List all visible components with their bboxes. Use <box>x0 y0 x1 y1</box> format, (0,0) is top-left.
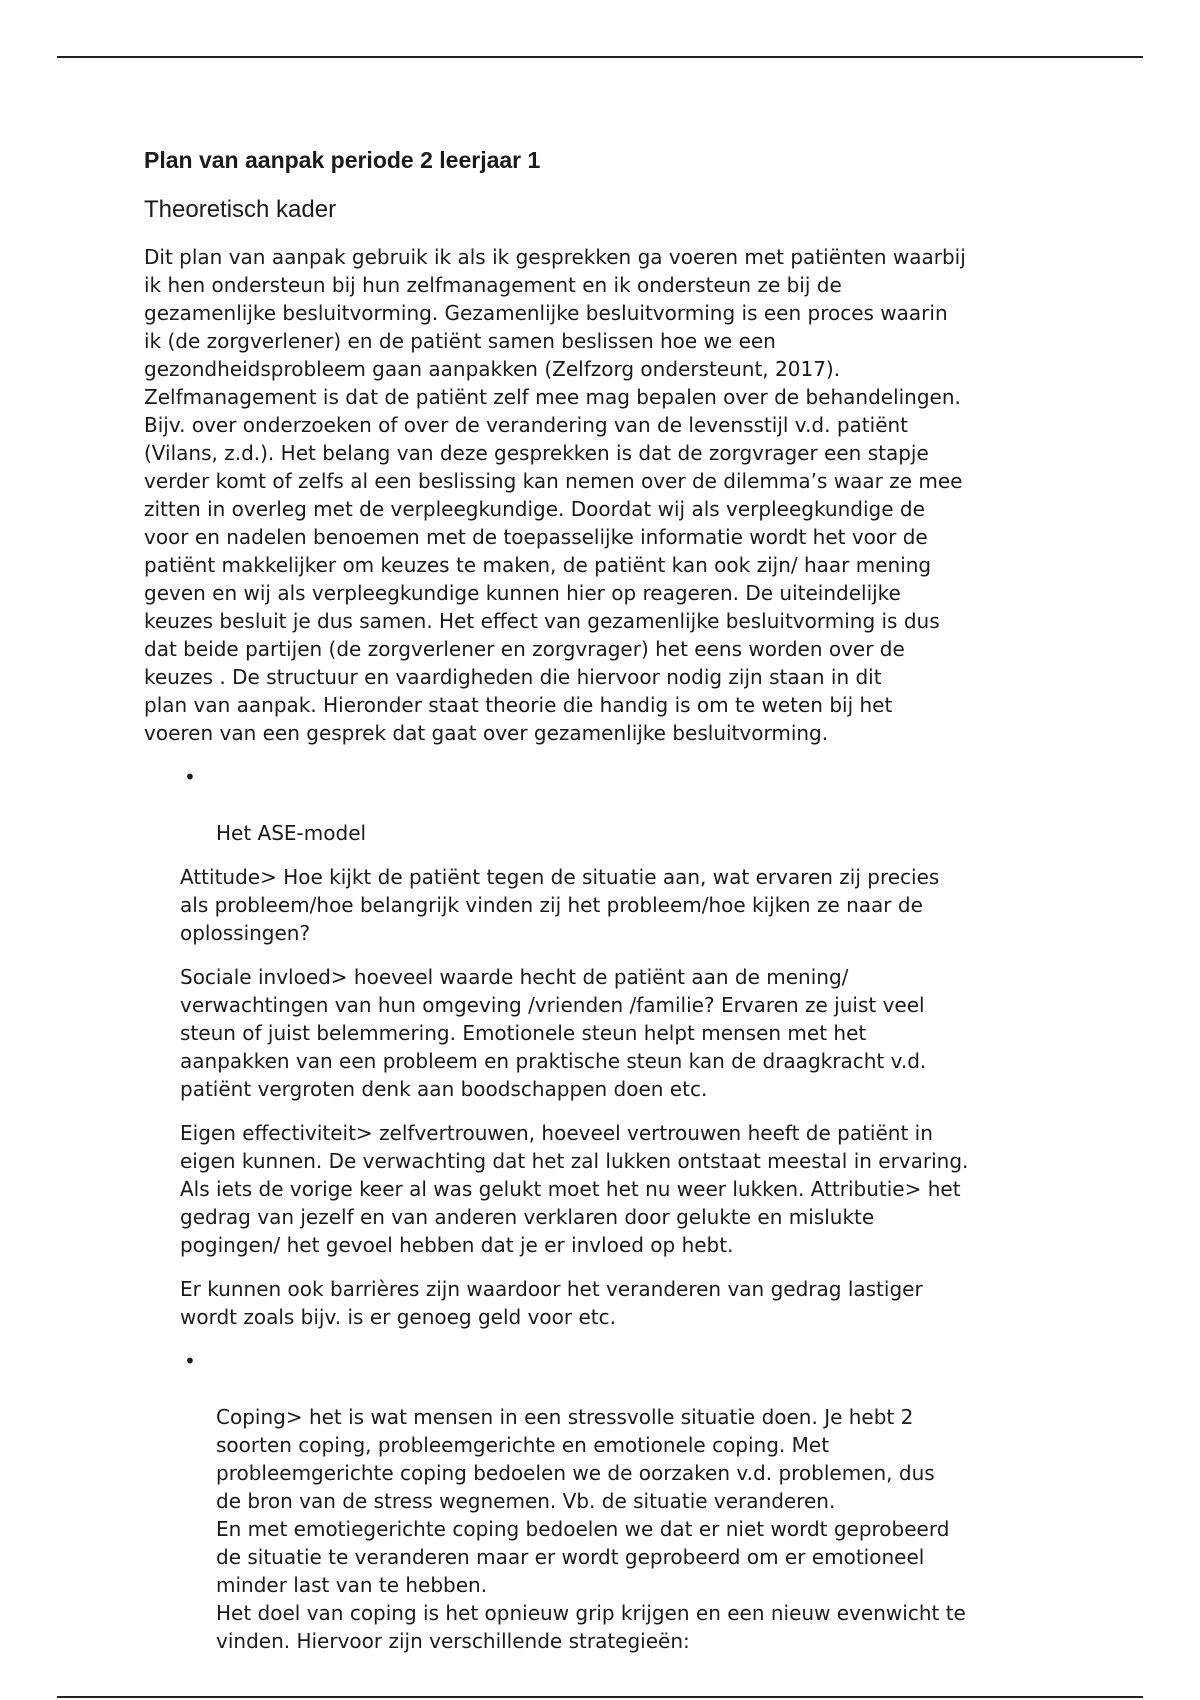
sociale-invloed-paragraph: Sociale invloed> hoeveel waarde hecht de patiënt aan de mening/ verwachtingen van hun omgeving /vrienden /familie? Ervaren ze juist veel steun of juist belemmering. Emotionele steun helpt mensen met het aanpakken van een probleem en praktische steun kan de draagkracht v.d. patiënt vergroten denk aan boodschappen doen etc. <box>180 965 927 1101</box>
intro-paragraph: Dit plan van aanpak gebruik ik als ik gesprekken ga voeren met patiënten waarbij ik hen ondersteun bij hun zelfmanagement en ik ondersteun ze bij de gezamenlijke besluitvorming. Gezamenlijke besluitvorming is een proces waarin ik (de zorgverlener) en de patiënt samen beslissen hoe we een gezondheidsprobleem gaan aanpakken (Zelfzorg ondersteunt, 2017). Zelfmanagement is dat de patiënt zelf mee mag bepalen over de behandelingen. Bijv. over onderzoeken of over de verandering van de levensstijl v.d. patiënt (Vilans, z.d.). Het belang van deze gesprekken is dat de zorgvrager een stapje verder komt of zelfs al een beslissing kan nemen over de dilemma’s waar ze mee zitten in overleg met de verpleegkundige. Doordat wij als verpleegkundige de voor en nadelen benoemen met de toepasselijke informatie wordt het voor de patiënt makkelijker om keuzes te maken, de patiënt kan ook zijn/ haar mening geven en wij als verpleegkundige kunnen hier op reageren. De uiteindelijke keuzes besluit je dus samen. Het effect van gezamenlijke besluitvorming is dus dat beide partijen (de zorgverlener en zorgvrager) het eens worden over de keuzes . De structuur en vaardigheden die hiervoor nodig zijn staan in dit plan van aanpak. Hieronder staat theorie die handig is om te weten bij het voeren van een gesprek dat gaat over gezamenlijke besluitvorming. <box>144 245 966 745</box>
bullet-text: Het ASE-model <box>216 821 367 845</box>
eigen-effectiviteit-paragraph: Eigen effectiviteit> zelfvertrouwen, hoeveel vertrouwen heeft de patiënt in eigen kunnen. De verwachting dat het zal lukken ontstaat meestal in ervaring. Als iets de vorige keer al was gelukt moet het nu weer lukken. Attributie> het gedrag van jezelf en van anderen verklaren door gelukte en mislukte pogingen/ het gevoel hebben dat je er invloed op hebt. <box>180 1121 969 1257</box>
bullet-text: Coping> het is wat mensen in een stressvolle situatie doen. Je hebt 2 soorten coping, probleemgerichte en emotionele coping. Met probleemgerichte coping bedoelen we de oorzaken v.d. problemen, dus de bron van de stress wegnemen. Vb. de situatie veranderen. En met emotiegerichte coping bedoelen we dat er niet wordt geprobeerd de situatie te veranderen maar er wordt geprobeerd om er emotioneel minder last van te hebben. Het doel van coping is het opnieuw grip krijgen en een nieuw evenwicht te vinden. Hiervoor zijn verschillende strategieën: <box>216 1405 966 1653</box>
bullet-item-coping <box>144 1347 1074 1655</box>
header-rule <box>57 56 1143 58</box>
document-title: Plan van aanpak periode 2 leerjaar 1 <box>144 147 541 173</box>
bullet-marker: • <box>184 765 196 789</box>
attitude-paragraph: Attitude> Hoe kijkt de patiënt tegen de situatie aan, wat ervaren zij precies als probleem/hoe belangrijk vinden zij het probleem/hoe kijken ze naar de oplossingen? <box>180 865 940 945</box>
bullet-item-ase-model <box>144 763 1074 847</box>
document-body <box>144 145 1074 1655</box>
bullet-marker: • <box>184 1349 196 1373</box>
footer-rule <box>57 1696 1143 1698</box>
barrieres-paragraph: Er kunnen ook barrières zijn waardoor het veranderen van gedrag lastiger wordt zoals bijv. is er genoeg geld voor etc. <box>180 1277 923 1329</box>
section-heading: Theoretisch kader <box>144 196 337 223</box>
